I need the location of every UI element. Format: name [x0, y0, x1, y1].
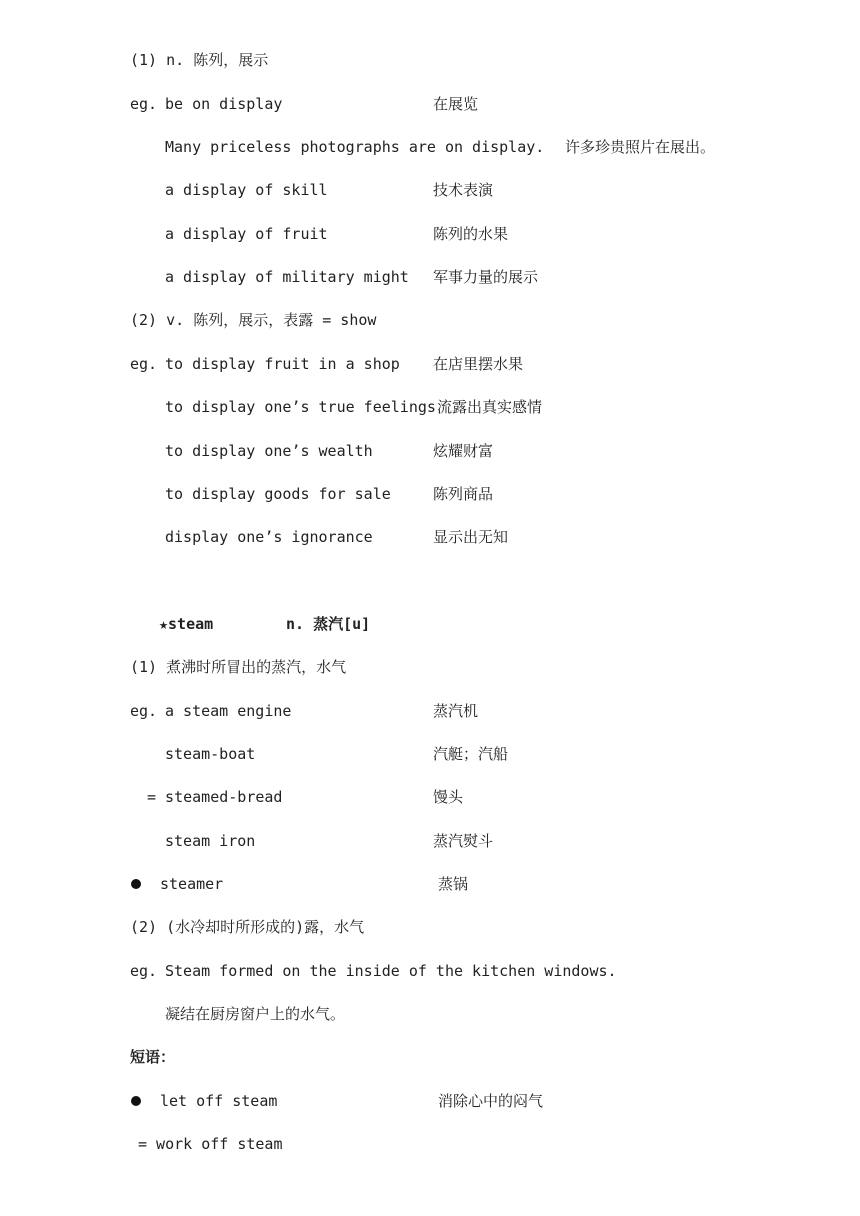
example-zh: 在店里摆水果 [433, 355, 524, 373]
example-zh: 在展览 [433, 95, 479, 113]
meaning-2: (2) (水冷却时所形成的)露，水气 [130, 918, 365, 936]
part-of-speech: n. 蒸汽[u] [286, 615, 371, 633]
headword: ★steam [159, 615, 214, 633]
example-zh: 馒头 [433, 788, 464, 806]
example-en: steamer [160, 875, 224, 893]
example-zh: 陈列商品 [433, 485, 494, 503]
phrase-en: let off steam [160, 1092, 278, 1110]
example-en: steam iron [165, 832, 256, 850]
example-zh: 军事力量的展示 [433, 268, 539, 286]
example-zh: 凝结在厨房窗户上的水气。 [165, 1005, 346, 1023]
bullet-icon [131, 1096, 141, 1106]
example-zh: 流露出真实感情 [437, 398, 543, 416]
eg-label: eg. [130, 702, 158, 720]
eg-label: eg. [130, 962, 158, 980]
example-zh: 技术表演 [433, 181, 494, 199]
example-zh: 蒸汽熨斗 [433, 832, 494, 850]
example-zh: 显示出无知 [433, 528, 509, 546]
example-en: to display fruit in a shop [165, 355, 400, 373]
example-en: steam-boat [165, 745, 256, 763]
example-en: to display one’s wealth [165, 442, 373, 460]
example-en: a display of skill [165, 181, 328, 199]
phrases-heading: 短语： [130, 1048, 176, 1066]
example-zh: 许多珍贵照片在展出。 [565, 138, 716, 156]
example-zh: 炫耀财富 [433, 442, 494, 460]
phrase-en: = work off steam [138, 1135, 283, 1153]
phrase-zh: 消除心中的闷气 [438, 1092, 544, 1110]
example-en: a steam engine [165, 702, 292, 720]
example-en: display one’s ignorance [165, 528, 373, 546]
meaning-1: (1) n. 陈列，展示 [130, 51, 269, 69]
bullet-icon [131, 879, 141, 889]
eg-label: eg. [130, 95, 158, 113]
example-en: to display goods for sale [165, 485, 391, 503]
example-zh: 蒸汽机 [433, 702, 479, 720]
example-zh: 陈列的水果 [433, 225, 509, 243]
example-en: Steam formed on the inside of the kitchen windows. [165, 962, 617, 980]
example-en: be on display [165, 95, 283, 113]
example-en: = steamed-bread [147, 788, 283, 806]
meaning-1: (1) 煮沸时所冒出的蒸汽，水气 [130, 658, 347, 676]
example-zh: 蒸锅 [438, 875, 469, 893]
example-en: a display of military might [165, 268, 409, 286]
eg-label: eg. [130, 355, 158, 373]
example-en: a display of fruit [165, 225, 328, 243]
meaning-2: (2) v. 陈列，展示，表露 = show [130, 311, 377, 329]
example-zh: 汽艇；汽船 [433, 745, 509, 763]
example-en: Many priceless photographs are on display. [165, 138, 545, 156]
example-en: to display one’s true feelings [165, 398, 436, 416]
